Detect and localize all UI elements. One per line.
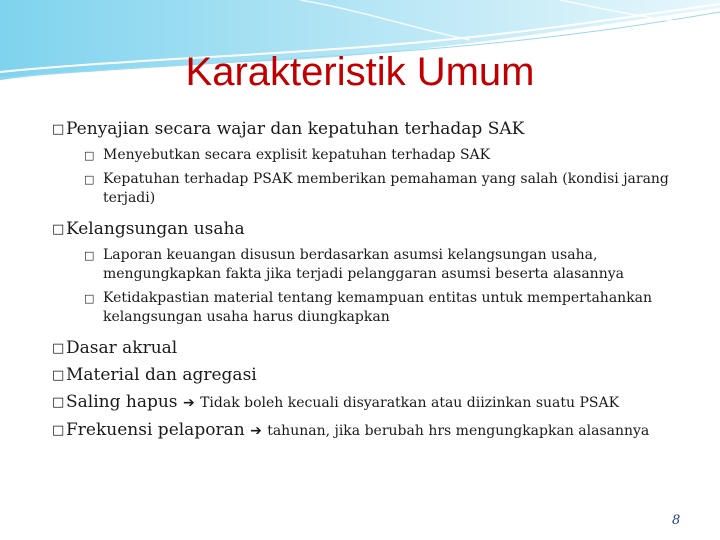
bullet-label: Material dan agregasi (66, 365, 257, 385)
slide-title: Karakteristik Umum (185, 50, 535, 94)
bullet-box-icon: □ (84, 173, 95, 186)
bullet-label: Frekuensi pelaporan (66, 420, 245, 440)
bullet-box-icon: □ (52, 423, 65, 438)
bullet-detail: Tidak boleh kecuali disyaratkan atau diizinkan suatu PSAK (200, 395, 620, 411)
sub-bullet-text: Kepatuhan terhadap PSAK memberikan pemahaman yang salah (kondisi jarang terjadi) (103, 171, 669, 206)
bullet-box-icon: □ (52, 122, 65, 137)
bullet-box-icon: □ (84, 292, 95, 305)
bullet-label: Penyajian secara wajar dan kepatuhan terhadap SAK (66, 119, 525, 139)
sub-bullet-text: Menyebutkan secara explisit kepatuhan terhadap SAK (103, 147, 491, 163)
sub-bullet-text: Laporan keuangan disusun berdasarkan asumsi kelangsungan usaha, mengungkapkan fakta jika terjadi pelanggaran asumsi beserta alasannya (103, 247, 624, 282)
bullet-kelangsungan (52, 218, 682, 241)
sub-bullet (52, 289, 682, 327)
bullet-frekuensi (52, 419, 682, 443)
bullet-dasar-akrual (52, 337, 682, 360)
bullet-label: Kelangsungan usaha (66, 219, 245, 239)
bullet-saling-hapus (52, 391, 682, 415)
arrow-right-icon: ➔ (250, 423, 262, 439)
bullet-box-icon: □ (52, 368, 65, 383)
bullet-box-icon: □ (84, 249, 95, 262)
sub-bullet-text: Ketidakpastian material tentang kemampuan entitas untuk mempertahankan kelangsungan usaha harus diungkapkan (103, 290, 653, 325)
page-number: 8 (672, 513, 681, 528)
bullet-list (52, 116, 682, 443)
sub-bullet (52, 170, 682, 208)
bullet-material (52, 364, 682, 387)
bullet-detail: tahunan, jika berubah hrs mengungkapkan alasannya (267, 423, 650, 439)
arrow-right-icon: ➔ (182, 395, 195, 411)
sub-bullet (52, 146, 682, 165)
bullet-box-icon: □ (84, 149, 95, 162)
bullet-box-icon: □ (52, 395, 65, 410)
bullet-box-icon: □ (52, 341, 65, 356)
bullet-label: Saling hapus (66, 392, 178, 412)
sub-bullet (52, 246, 682, 284)
bullet-box-icon: □ (52, 222, 65, 237)
bullet-penyajian (52, 118, 682, 141)
bullet-label: Dasar akrual (66, 338, 178, 358)
